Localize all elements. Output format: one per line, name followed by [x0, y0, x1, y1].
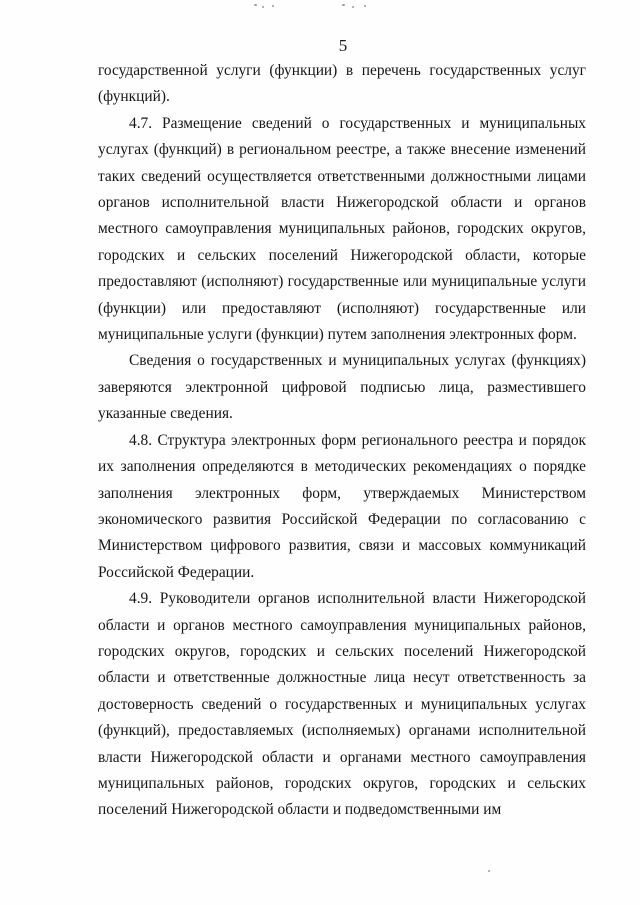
- paragraph-4-7: 4.7. Размещение сведений о государственных и муниципальных услугах (функций) в региональном реестре, а также внесение изменений таких сведений осуществляется ответственными должностными лицами органов исполнительной власти Нижегородской области и органов местного самоуправления муниципальных районов, городских округов, городских и сельских поселений Нижегородской области, которые предоставляют (исполняют) государственные или муниципальные услуги (функции) или предоставляют (исполняют) государственные или муниципальные услуги (функции) путем заполнения электронных форм.: [98, 114, 586, 344]
- paragraph-signature: Сведения о государственных и муниципальных услугах (функциях) заверяются электронной цифровой подписью лица, разместившего указанные сведения.: [98, 352, 586, 423]
- paragraph-4-8: 4.8. Структура электронных форм регионального реестра и порядок их заполнения определяются в методических рекомендациях о порядке заполнения электронных форм, утверждаемых Министерством экономического развития Российской Федерации по согласованию с Министерством цифрового развития, связи и массовых коммуникаций Российской Федерации.: [98, 431, 586, 581]
- scan-speck: [352, 6, 354, 8]
- document-body: [98, 58, 586, 824]
- scan-speck: [254, 4, 257, 6]
- scan-speck: [272, 5, 274, 7]
- scan-speck: [262, 6, 264, 8]
- paragraph-4-9: 4.9. Руководители органов исполнительной власти Нижегородской области и органов местного самоуправления муниципальных районов, городских округов, городских и сельских поселений Нижегородской области и ответственные должностные лица несут ответственность за достоверность сведений о государственных и муниципальных услугах (функций), предоставляемых (исполняемых) органами исполнительной власти Нижегородской области и органами местного самоуправления муниципальных районов, городских округов, городских и сельских поселений Нижегородской области и подведомственными им: [98, 590, 586, 819]
- scan-speck: [364, 5, 366, 7]
- scan-speck: [488, 870, 490, 872]
- paragraph-continuation: государственной услуги (функции) в перечень государственных услуг (функций).: [98, 62, 586, 106]
- scan-speck: [342, 4, 345, 6]
- page-number: 5: [338, 36, 348, 55]
